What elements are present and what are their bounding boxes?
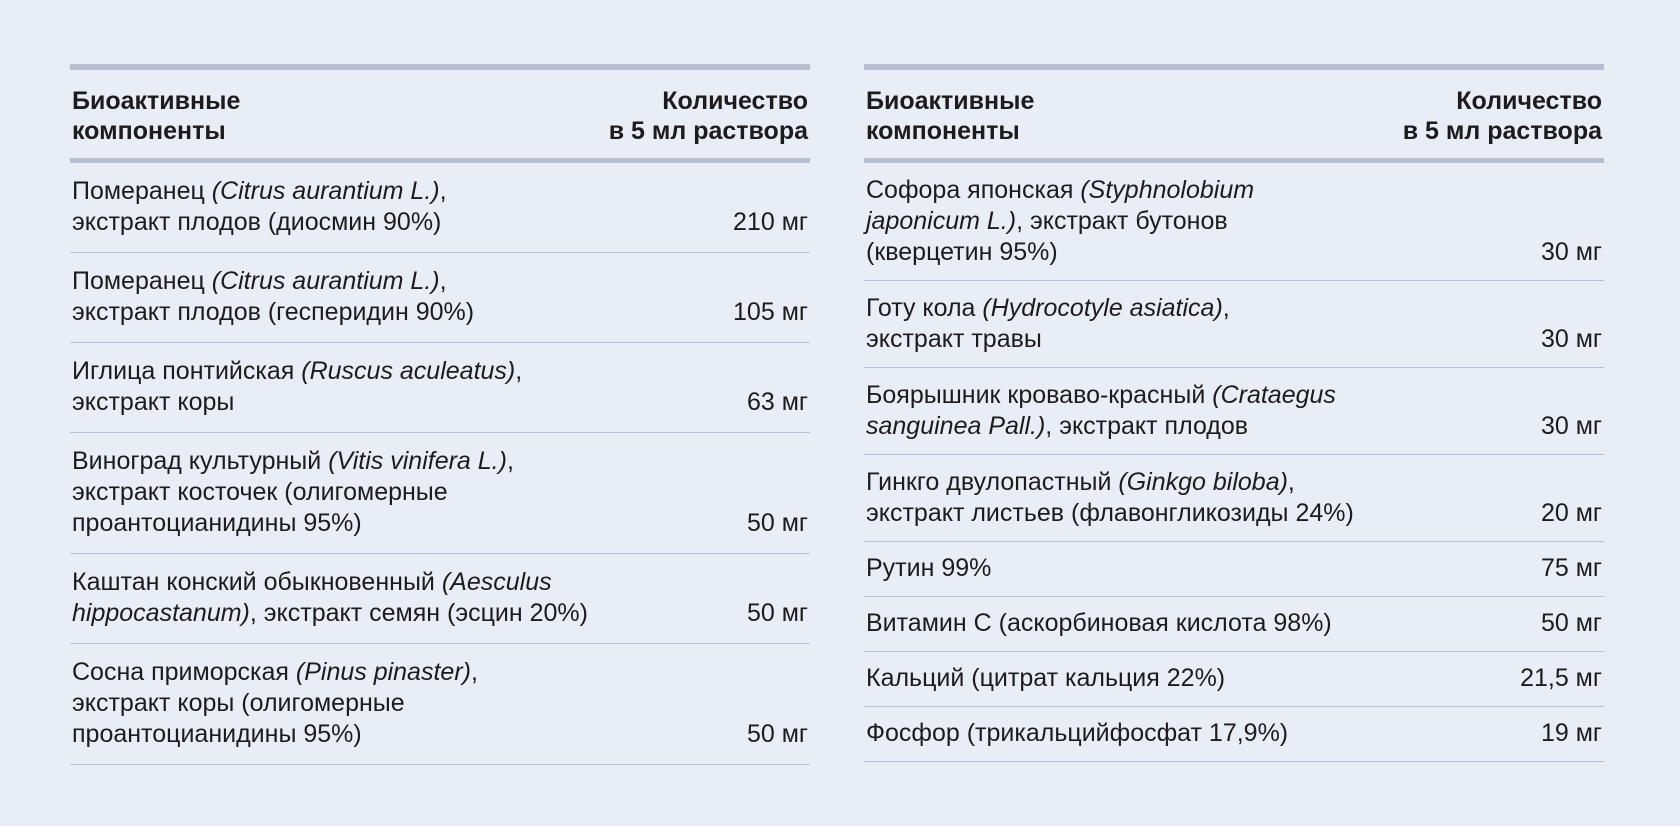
component-name: Софора японская (866, 176, 1081, 204)
table-row (70, 343, 810, 433)
component-extract: , экстракт травы (866, 294, 1230, 353)
latin-name: (Pinus pinaster) (295, 658, 471, 686)
table-header (864, 70, 1604, 158)
latin-name: (Hydrocotyle asiatica) (982, 294, 1223, 322)
table-row (864, 368, 1604, 455)
component-extract: , экстракт плодов (1045, 412, 1249, 440)
component-description (72, 446, 672, 539)
component-extract: , экстракт плодов (гесперидин 90%) (72, 267, 475, 326)
component-name: Каштан конский обыкновенный (72, 568, 442, 596)
component-description (866, 608, 1466, 639)
component-description (866, 718, 1466, 749)
component-amount: 50 мг (746, 599, 808, 627)
component-name: Готу кола (866, 294, 983, 322)
component-name: Витамин С (аскорбиновая кислота 98%) (866, 609, 1332, 637)
composition-table-right (864, 64, 1604, 762)
component-name: Кальций (цитрат кальция 22%) (866, 664, 1226, 692)
header-amount-line1: Количество (662, 87, 808, 115)
component-amount: 30 мг (1540, 238, 1602, 266)
header-components-label: Биоактивные компоненты (866, 87, 1035, 145)
component-description (72, 176, 672, 238)
component-description (866, 467, 1466, 529)
table-row (864, 652, 1604, 707)
table-row (864, 281, 1604, 368)
component-extract: , экстракт коры (олигомерные проантоцианидины 95%) (72, 658, 478, 748)
component-name: Иглица понтийская (72, 357, 302, 385)
table-row (70, 554, 810, 644)
component-extract: , экстракт плодов (диосмин 90%) (72, 177, 447, 236)
component-name: Померанец (72, 177, 212, 205)
table-row (864, 163, 1604, 281)
component-name: Гинкго двулопастный (866, 468, 1119, 496)
component-amount: 105 мг (733, 298, 808, 326)
latin-name: (Crataegus sanguinea Pall.) (866, 381, 1336, 440)
latin-name: (Styphnolobium japonicum L.) (866, 176, 1255, 235)
component-description (866, 553, 1466, 584)
latin-name: (Citrus aurantium L.) (211, 267, 440, 295)
composition-table-left (70, 64, 810, 765)
component-amount: 30 мг (1540, 412, 1602, 440)
header-amount-line2: в 5 мл раствора (1402, 117, 1602, 145)
latin-name: (Vitis vinifera L.) (328, 447, 507, 475)
table-row (864, 597, 1604, 652)
component-description (72, 356, 672, 418)
component-description (72, 266, 672, 328)
component-extract: , экстракт семян (эсцин 20%) (249, 599, 588, 627)
latin-name: (Ginkgo biloba) (1118, 468, 1288, 496)
component-description (72, 567, 672, 629)
component-amount: 19 мг (1540, 719, 1602, 747)
latin-name: (Ruscus aculeatus) (301, 357, 516, 385)
component-amount: 63 мг (746, 388, 808, 416)
latin-name: (Aesculus hippocastanum) (72, 568, 552, 627)
table-row (70, 253, 810, 343)
component-name: Фосфор (трикальцийфосфат 17,9%) (866, 719, 1289, 747)
table-row (70, 433, 810, 554)
component-amount: 20 мг (1540, 499, 1602, 527)
component-amount: 210 мг (733, 208, 808, 236)
component-amount: 50 мг (746, 509, 808, 537)
component-amount: 50 мг (746, 720, 808, 748)
component-amount: 50 мг (1540, 609, 1602, 637)
component-amount: 30 мг (1540, 325, 1602, 353)
header-amount-label (609, 86, 808, 146)
component-description (866, 293, 1466, 355)
header-components-label: Биоактивные компоненты (72, 87, 241, 145)
component-name: Померанец (72, 267, 212, 295)
table-row (864, 707, 1604, 762)
component-extract: , экстракт коры (72, 357, 523, 416)
component-description (866, 663, 1466, 694)
component-name: Боярышник кроваво-красный (866, 381, 1213, 409)
component-name: Сосна приморская (72, 658, 296, 686)
component-amount: 21,5 мг (1520, 664, 1602, 692)
component-extract: , экстракт бутонов (кверцетин 95%) (866, 207, 1228, 266)
table-header (70, 70, 810, 158)
component-description (866, 175, 1466, 268)
table-row (70, 644, 810, 765)
component-name: Рутин 99% (866, 554, 992, 582)
header-amount-line2: в 5 мл раствора (608, 117, 808, 145)
header-amount-line1: Количество (1456, 87, 1602, 115)
component-amount: 75 мг (1540, 554, 1602, 582)
table-row (70, 163, 810, 253)
header-amount-label (1403, 86, 1602, 146)
component-name: Виноград культурный (72, 447, 329, 475)
component-description (866, 380, 1466, 442)
component-extract: , экстракт листьев (флавонгликозиды 24%) (866, 468, 1354, 527)
table-row (864, 542, 1604, 597)
component-extract: , экстракт косточек (олигомерные проантоцианидины 95%) (72, 447, 514, 537)
latin-name: (Citrus aurantium L.) (211, 177, 440, 205)
table-row (864, 455, 1604, 542)
component-description (72, 657, 672, 750)
